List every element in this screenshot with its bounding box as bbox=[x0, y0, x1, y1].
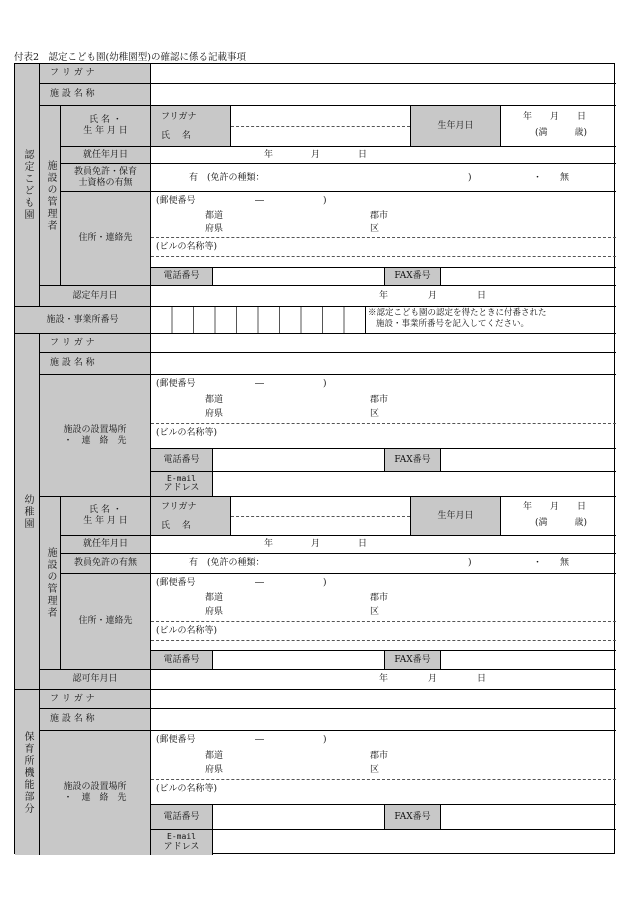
certification-date-field[interactable]: 年 月 日 bbox=[151, 285, 616, 306]
fax-field-1[interactable] bbox=[441, 267, 616, 285]
location-field-3[interactable]: (郵便番号 ― ) 都道 府県 郡市 区 (ビルの名称等) bbox=[151, 731, 616, 855]
appointment-date-field-2[interactable]: 年 月 日 bbox=[151, 536, 616, 554]
manager-name-field-1[interactable] bbox=[231, 106, 411, 147]
license-field-2[interactable]: 有 (免許の種類： ) ・ 無 bbox=[151, 554, 616, 574]
license-field-1[interactable]: 有 (免許の種類： ) ・ 無 bbox=[151, 164, 616, 192]
section-label-hoiku: 保育所機能部分 bbox=[15, 689, 40, 855]
label-tel-2: 電話番号 bbox=[151, 448, 213, 471]
address-divider bbox=[151, 423, 616, 424]
section-label-yochien: 幼稚園 bbox=[15, 333, 40, 689]
label-fax-1: FAX番号 bbox=[385, 267, 441, 285]
label-approval-date: 認可年月日 bbox=[40, 669, 151, 689]
birthdate-field-1[interactable]: 年 月 日 (満 歳) bbox=[501, 106, 616, 147]
label-address-1: 住所・連絡先 bbox=[61, 192, 151, 285]
label-tel-1: 電話番号 bbox=[151, 267, 213, 285]
label-tel-3: 電話番号 bbox=[151, 650, 213, 669]
furigana-field[interactable] bbox=[151, 64, 616, 84]
label-appointment-date-2: 就任年月日 bbox=[61, 536, 151, 554]
label-address-2: 住所・連絡先 bbox=[61, 574, 151, 669]
approval-date-field[interactable]: 年 月 日 bbox=[151, 669, 616, 689]
label-birthdate-1: 生年月日 bbox=[411, 106, 501, 147]
birthdate-field-2[interactable]: 年 月 日 (満 歳) bbox=[501, 496, 616, 536]
label-license-1: 教員免許・保育 士資格の有無 bbox=[61, 164, 151, 192]
label-manager-1: 施設の管理者 bbox=[40, 106, 61, 285]
tel-field-1[interactable] bbox=[213, 267, 385, 285]
label-email-3: E-mail アドレス bbox=[151, 829, 213, 855]
furigana-field-2[interactable] bbox=[151, 333, 616, 353]
address-divider bbox=[151, 621, 616, 622]
facility-name-field-2[interactable] bbox=[151, 353, 616, 375]
label-name-birth-1: 氏 名 ・ 生 年 月 日 bbox=[61, 106, 151, 147]
label-location-3: 施設の設置場所 ・ 連 絡 先 bbox=[40, 731, 151, 855]
email-field-3[interactable] bbox=[213, 829, 616, 855]
furigana-divider bbox=[231, 126, 410, 127]
label-furigana-2: フ リ ガ ナ bbox=[40, 333, 151, 353]
section-label-nintei: 認定こども園 bbox=[15, 64, 40, 306]
address-field-1[interactable]: (郵便番号 ― ) 都道 府県 郡市 区 (ビルの名称等) bbox=[151, 192, 616, 285]
manager-name-field-2[interactable] bbox=[231, 496, 411, 536]
label-certification-date: 認定年月日 bbox=[40, 285, 151, 306]
tel-field-2[interactable] bbox=[213, 448, 385, 471]
label-facility-name-2: 施 設 名 称 bbox=[40, 353, 151, 375]
label-fax-2: FAX番号 bbox=[385, 448, 441, 471]
building-divider bbox=[151, 256, 616, 257]
label-fax-3: FAX番号 bbox=[385, 650, 441, 669]
label-name-birth-2: 氏 名 ・ 生 年 月 日 bbox=[61, 496, 151, 536]
label-furigana: フ リ ガ ナ bbox=[40, 64, 151, 84]
label-birthdate-2: 生年月日 bbox=[411, 496, 501, 536]
fax-field-4[interactable] bbox=[441, 804, 616, 829]
label-location-2: 施設の設置場所 ・ 連 絡 先 bbox=[40, 375, 151, 496]
label-furigana-3: フ リ ガ ナ bbox=[40, 689, 151, 709]
tel-field-4[interactable] bbox=[213, 804, 385, 829]
facility-number-note: ※認定こども園の認定を得たときに付番された 施設・事業所番号を記入してください。 bbox=[366, 306, 616, 333]
label-appointment-date-1: 就任年月日 bbox=[61, 147, 151, 164]
tel-field-3[interactable] bbox=[213, 650, 385, 669]
appointment-date-field-1[interactable]: 年 月 日 bbox=[151, 147, 616, 164]
building-divider bbox=[151, 640, 616, 641]
form-title: 付表2 認定こども園(幼稚園型)の確認に係る記載事項 bbox=[14, 52, 246, 63]
label-email-2: E-mail アドレス bbox=[151, 471, 213, 496]
label-license-2: 教員免許の有無 bbox=[61, 554, 151, 574]
facility-name-field-3[interactable] bbox=[151, 709, 616, 731]
fax-field-3[interactable] bbox=[441, 650, 616, 669]
facility-number-field[interactable] bbox=[151, 306, 366, 333]
address-divider bbox=[151, 779, 616, 780]
label-furigana-name-1: フリガナ 氏 名 bbox=[151, 106, 231, 147]
furigana-field-3[interactable] bbox=[151, 689, 616, 709]
label-facility-name-3: 施 設 名 称 bbox=[40, 709, 151, 731]
form-table bbox=[14, 63, 615, 854]
label-facility-name: 施 設 名 称 bbox=[40, 84, 151, 106]
email-field-2[interactable] bbox=[213, 471, 616, 496]
label-manager-2: 施設の管理者 bbox=[40, 496, 61, 669]
address-field-2[interactable]: (郵便番号 ― ) 都道 府県 郡市 区 (ビルの名称等) bbox=[151, 574, 616, 669]
address-divider bbox=[151, 237, 616, 238]
furigana-divider bbox=[231, 516, 410, 517]
number-cell-grid bbox=[151, 307, 365, 333]
label-tel-4: 電話番号 bbox=[151, 804, 213, 829]
fax-field-2[interactable] bbox=[441, 448, 616, 471]
label-fax-4: FAX番号 bbox=[385, 804, 441, 829]
label-facility-number: 施設・事業所番号 bbox=[15, 306, 151, 333]
facility-name-field[interactable] bbox=[151, 84, 616, 106]
location-field-2[interactable]: (郵便番号 ― ) 都道 府県 郡市 区 (ビルの名称等) bbox=[151, 375, 616, 496]
label-furigana-name-2: フリガナ 氏 名 bbox=[151, 496, 231, 536]
